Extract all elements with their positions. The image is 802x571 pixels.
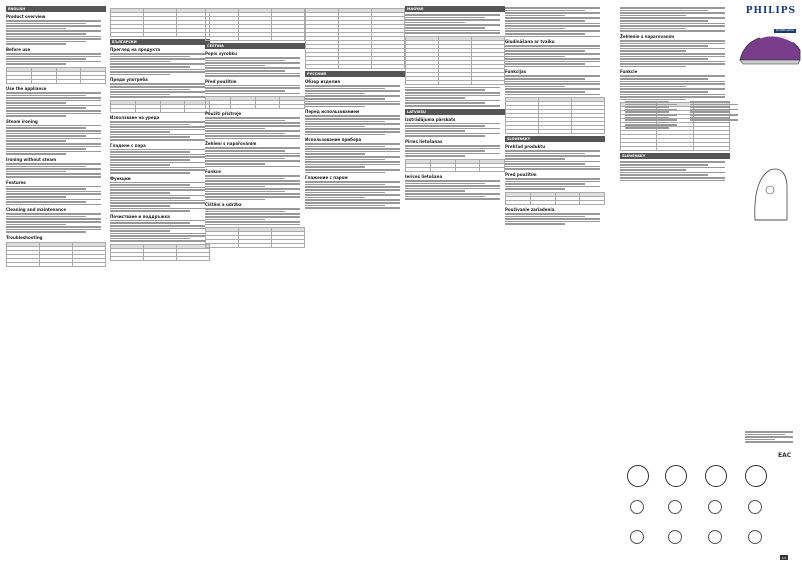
step-diagram-5 [630, 500, 644, 514]
subheader: Čištění a údržba [205, 202, 242, 208]
subheader: Pred použitím [505, 171, 537, 177]
subheader: Използване на уреда [110, 114, 160, 120]
text-block [505, 150, 605, 170]
column-bulgarian [110, 6, 210, 565]
subheader: Pirms lietošanas [405, 139, 443, 145]
subheader: Преди употреба [110, 77, 148, 83]
subheader: Používanie zariadenia [505, 206, 555, 212]
iron-body [740, 36, 800, 60]
step-diagram-3 [705, 465, 727, 487]
step-diagram-7 [708, 500, 722, 514]
column-czech [205, 6, 305, 565]
text-block [305, 85, 405, 107]
legal-footer [745, 430, 795, 444]
subheader: Izstrādājuma pārskats [405, 116, 456, 122]
column-hungarian-russian [405, 6, 505, 565]
table [110, 244, 210, 261]
section-header-slovak: SLOVENSKY [505, 136, 605, 142]
text-block [110, 83, 210, 98]
text-block [505, 7, 605, 37]
diagram-dial [766, 186, 774, 194]
step-diagram-1 [627, 465, 649, 487]
subheader: Funkcie [620, 69, 638, 75]
text-block [6, 20, 106, 45]
text-block [505, 213, 605, 225]
text-block [6, 213, 106, 233]
text-block [620, 75, 730, 100]
section-header-english: ENGLISH [6, 6, 106, 12]
text-block [205, 57, 305, 77]
text-block [6, 53, 106, 65]
table [405, 36, 505, 85]
subheader: Перед использованием [305, 109, 360, 115]
page-number: 1/2 [781, 555, 787, 560]
section-header-bulgarian: БЪЛГАРСКИ [110, 39, 210, 45]
table [110, 100, 210, 113]
subheader: Ierīces lietošana [405, 174, 443, 180]
text-block [205, 175, 305, 200]
text-block [305, 181, 405, 209]
subheader: Features [6, 179, 26, 185]
iron-illustration [735, 30, 802, 70]
column-hungarian [305, 6, 405, 565]
subheader: Почистване и поддръжка [110, 213, 170, 219]
iron-diagram [745, 160, 795, 230]
subheader: Popis výrobku [205, 51, 237, 56]
step-diagram-6 [668, 500, 682, 514]
text-block [405, 14, 505, 34]
text-block [305, 143, 405, 173]
table [110, 8, 210, 37]
text-block [110, 53, 210, 75]
table [205, 227, 305, 248]
section-header-latvian: LATVIEŠU [405, 109, 505, 115]
subheader: Troubleshooting [6, 235, 43, 241]
text-block [505, 75, 605, 95]
section-header-czech: ČEŠTINA [205, 43, 305, 49]
table [505, 97, 605, 134]
eac-mark: EAC [778, 452, 792, 459]
text-block [405, 87, 505, 107]
text-block [6, 163, 106, 178]
subheader: Žehlení s napařováním [205, 141, 257, 147]
subheader: Steam ironing [6, 118, 38, 124]
text-block [110, 220, 210, 242]
step-diagram-9 [630, 530, 644, 544]
parts-list-right [690, 100, 740, 124]
section-header-slovak-2: SLOVENSKY [620, 153, 730, 159]
parts-list-left [625, 100, 680, 130]
subheader: Гладене с пара [110, 142, 146, 148]
text-block [205, 147, 305, 167]
table [505, 192, 605, 205]
text-block [110, 182, 210, 212]
step-diagram-12 [748, 530, 762, 544]
table [205, 8, 305, 41]
step-diagram-4 [745, 465, 767, 487]
diagram-iron-outline [755, 169, 787, 220]
table [205, 96, 305, 109]
table [305, 8, 405, 69]
text-block [110, 149, 210, 174]
text-block [505, 178, 605, 190]
subheader: Использование прибора [305, 137, 362, 143]
text-block [620, 40, 730, 68]
step-diagram-10 [668, 530, 682, 544]
subheader: Product overview [6, 14, 46, 19]
text-block [110, 121, 210, 141]
iron-soleplate [740, 60, 800, 64]
subheader: Použití přístroje [205, 111, 242, 117]
step-diagram-11 [708, 530, 722, 544]
text-block [405, 180, 505, 200]
subheader: Gludināšana ar tvaiku [505, 39, 555, 45]
text-block [6, 92, 106, 117]
subheader: Ironing without steam [6, 156, 57, 162]
model-series: GC3920 series [775, 29, 794, 32]
step-diagram-8 [748, 500, 762, 514]
section-header-russian: РУССКИЙ [305, 71, 405, 77]
subheader: Cleaning and maintenance [6, 207, 67, 213]
text-block [205, 117, 305, 139]
subheader: Žehlenie s naparovaním [620, 33, 675, 39]
text-block [505, 45, 605, 67]
text-block [6, 186, 106, 206]
text-block [405, 145, 505, 157]
subheader: Функции [110, 175, 131, 181]
text-block [205, 85, 305, 94]
text-block [6, 125, 106, 155]
philips-logo: PHILIPS [745, 6, 796, 16]
subheader: Before use [6, 46, 31, 52]
subheader: Prehľad produktu [505, 144, 546, 150]
text-block [620, 7, 730, 32]
column-latvian-cont [505, 6, 605, 565]
step-diagram-2 [665, 465, 687, 487]
subheader: Глажение с паром [305, 175, 348, 181]
table [6, 242, 106, 267]
section-header-hungarian: MAGYAR [405, 6, 505, 12]
subheader: Funkcijas [505, 69, 527, 75]
subheader: Funkce [205, 169, 221, 175]
subheader: Преглед на продукта [110, 47, 161, 52]
subheader: Use the appliance [6, 85, 47, 91]
text-block [305, 115, 405, 135]
text-block [405, 123, 505, 138]
column-english [6, 6, 106, 565]
text-block [620, 161, 730, 181]
subheader: Před použitím [205, 78, 237, 84]
subheader: Обзор изделия [305, 79, 340, 84]
table [6, 67, 106, 84]
text-block [205, 208, 305, 225]
table [405, 159, 505, 172]
